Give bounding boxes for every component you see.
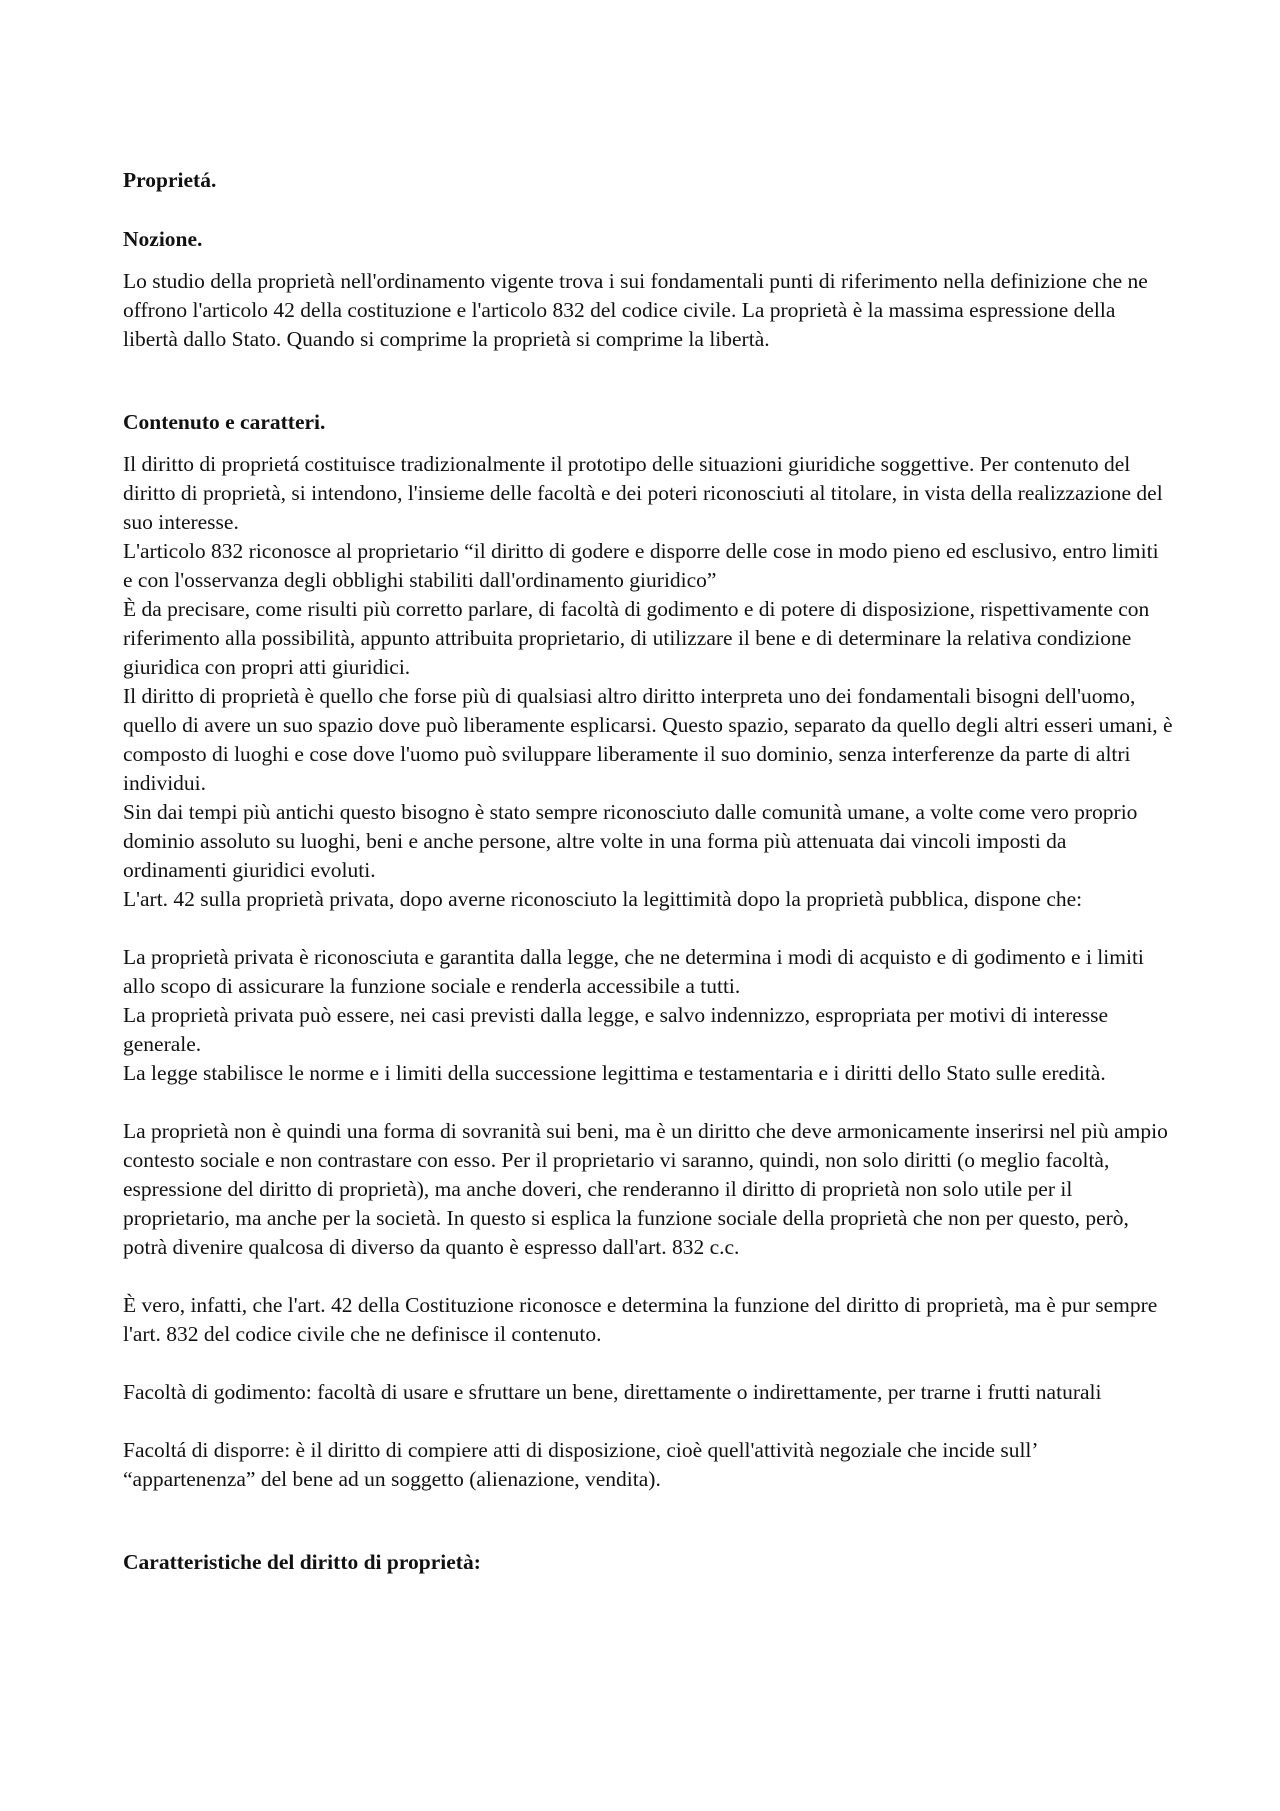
section-heading-contenuto: Contenuto e caratteri.: [123, 410, 326, 434]
paragraph-contenuto-1: Il diritto di proprietá costituisce tradizionalmente il prototipo delle situazioni giuridiche soggettive. Per contenuto del diritto di proprietà, si intendono, l'insieme delle facoltà e dei poteri riconosciuti al titolare, in vista della realizzazione del suo interesse.: [123, 452, 1163, 534]
paragraph-contenuto-4: Il diritto di proprietà è quello che forse più di qualsiasi altro diritto interpreta uno dei fondamentali bisogni dell'uomo, quello di avere un suo spazio dove può liberamente esplicarsi. Questo spazio, separato da quello degli altri esseri umani, è composto di luoghi e cose dove l'uomo può sviluppare liberamente il suo dominio, senza interferenze da parte di altri individui.: [123, 684, 1173, 795]
quote-art42-comma-3: La legge stabilisce le norme e i limiti della successione legittima e testamentaria e i diritti dello Stato sulle eredità.: [123, 1061, 1106, 1085]
paragraph-nozione: Lo studio della proprietà nell'ordinamento vigente trova i sui fondamentali punti di riferimento nella definizione che ne offrono l'articolo 42 della costituzione e l'articolo 832 del codice civile. La proprietà è la massima espressione della libertà dallo Stato. Quando si comprime la proprietà si comprime la libertà.: [123, 269, 1148, 351]
quote-art42-comma-2: La proprietà privata può essere, nei casi previsti dalla legge, e salvo indennizzo, espropriata per motivi di interesse generale.: [123, 1003, 1109, 1056]
paragraph-funzione-sociale: La proprietà non è quindi una forma di sovranità sui beni, ma è un diritto che deve armonicamente inserirsi nel più ampio contesto sociale e non contrastare con esso. Per il proprietario vi saranno, quindi, non solo diritti (o meglio facoltà, espressione del diritto di proprietà), ma anche doveri, che renderanno il diritto di proprietà non solo utile per il proprietario, ma anche per la società. In questo si esplica la funzione sociale della proprietà che non per questo, però, potrà divenire qualcosa di diverso da quanto è espresso dall'art. 832 c.c.: [123, 1119, 1168, 1259]
document-title: Proprietá.: [123, 168, 217, 192]
document-body: [123, 166, 1173, 1577]
quote-art42-comma-1: La proprietà privata è riconosciuta e garantita dalla legge, che ne determina i modi di acquisto e di godimento e i limiti allo scopo di assicurare la funzione sociale e renderla accessibile a tutti.: [123, 945, 1144, 998]
paragraph-facolta-godimento: Facoltà di godimento: facoltà di usare e sfruttare un bene, direttamente o indirettamente, per trarne i frutti naturali: [123, 1380, 1102, 1404]
paragraph-contenuto-6: L'art. 42 sulla proprietà privata, dopo averne riconosciuto la legittimità dopo la proprietà pubblica, dispone che:: [123, 887, 1083, 911]
section-heading-nozione: Nozione.: [123, 227, 203, 251]
paragraph-contenuto-5: Sin dai tempi più antichi questo bisogno è stato sempre riconosciuto dalle comunità umane, a volte come vero proprio dominio assoluto su luoghi, beni e anche persone, altre volte in una forma più attenuata dai vincoli imposti da ordinamenti giuridici evoluti.: [123, 800, 1138, 882]
paragraph-costituzione: È vero, infatti, che l'art. 42 della Costituzione riconosce e determina la funzione del diritto di proprietà, ma è pur sempre l'art. 832 del codice civile che ne definisce il contenuto.: [123, 1293, 1158, 1346]
paragraph-contenuto-3: È da precisare, come risulti più corretto parlare, di facoltà di godimento e di potere di disposizione, rispettivamente con riferimento alla possibilità, appunto attribuita proprietario, di utilizzare il bene e di determinare la relativa condizione giuridica con propri atti giuridici.: [123, 597, 1150, 679]
section-heading-caratteristiche: Caratteristiche del diritto di proprietà:: [123, 1550, 481, 1574]
paragraph-contenuto-2: L'articolo 832 riconosce al proprietario “il diritto di godere e disporre delle cose in modo pieno ed esclusivo, entro limiti e con l'osservanza degli obblighi stabiliti dall'ordinamento giuridico”: [123, 539, 1159, 592]
paragraph-facolta-disporre: Facoltá di disporre: è il diritto di compiere atti di disposizione, cioè quell'attività negoziale che incide sull’ “appartenenza” del bene ad un soggetto (alienazione, vendita).: [123, 1438, 1037, 1491]
